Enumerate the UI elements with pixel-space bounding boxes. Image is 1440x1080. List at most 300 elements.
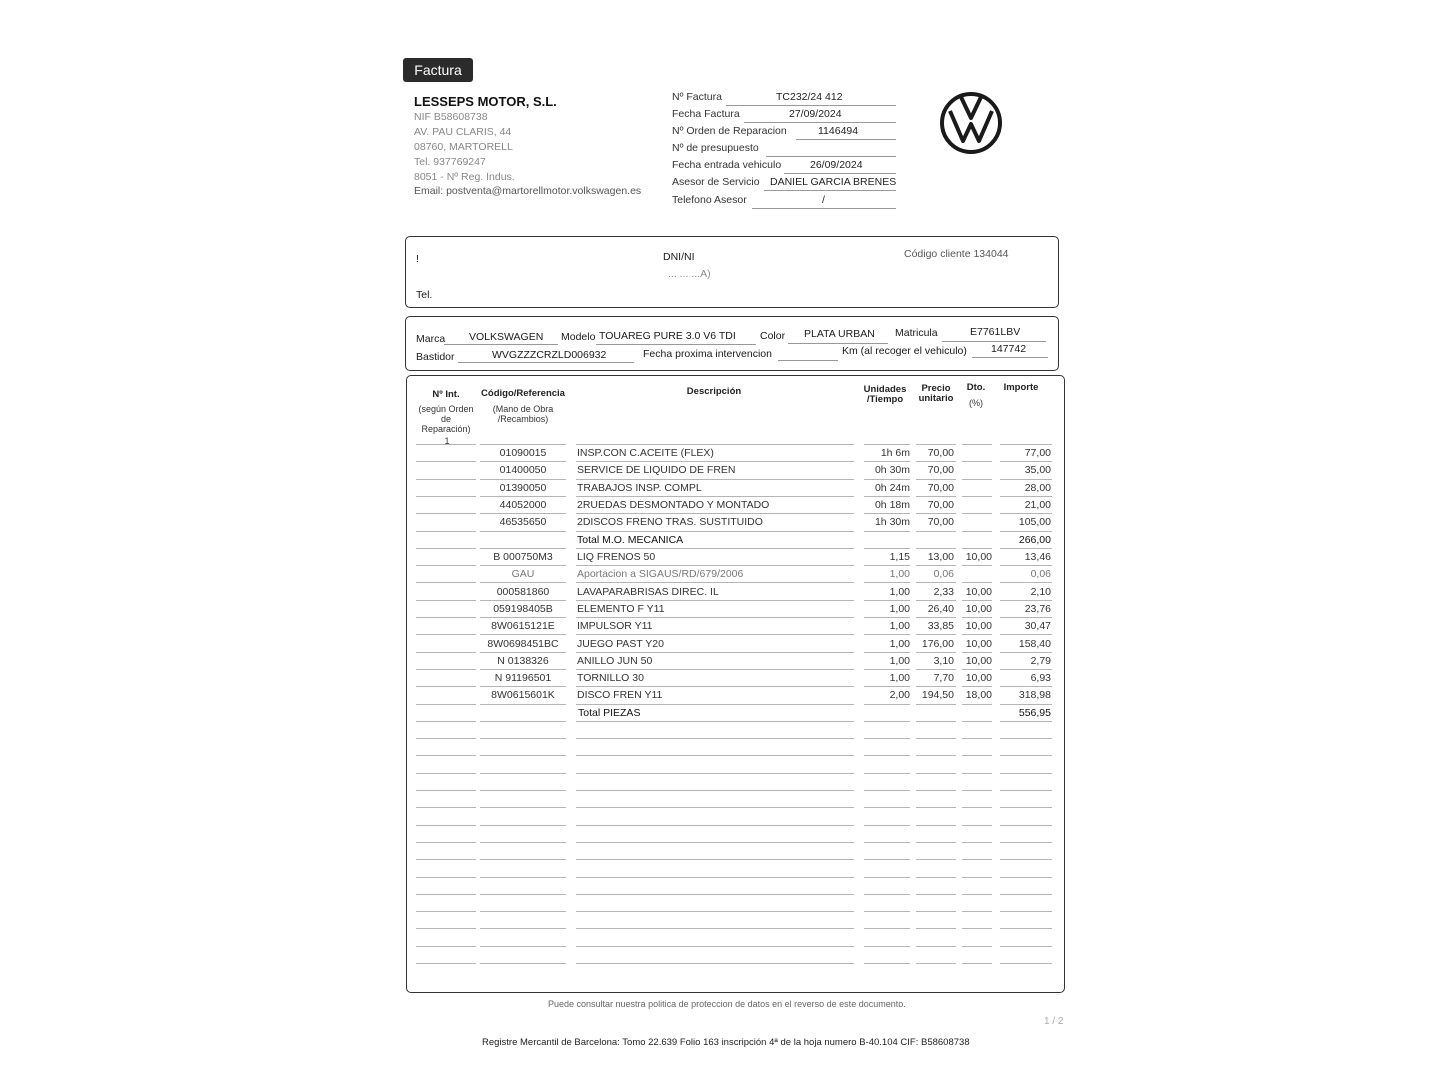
row-rule xyxy=(480,825,566,826)
item-amount: 2,79 xyxy=(1030,655,1051,667)
row-rule xyxy=(962,531,992,532)
privacy-note: Puede consultar nuestra politica de proteccion de datos en el reverso de este documento. xyxy=(548,999,906,1009)
row-rule xyxy=(864,721,910,722)
row-rule xyxy=(480,548,566,549)
row-rule xyxy=(962,738,992,739)
company-registry: 8051 - Nº Reg. Indus. xyxy=(414,171,515,183)
row-rule xyxy=(416,513,476,514)
row-rule xyxy=(416,479,476,480)
row-rule xyxy=(576,755,854,756)
item-description: ELEMENTO F Y11 xyxy=(577,603,665,615)
row-rule xyxy=(916,704,956,705)
row-rule xyxy=(416,582,476,583)
mileage-value: 147742 xyxy=(991,343,1027,355)
row-rule xyxy=(1000,600,1052,601)
row-rule xyxy=(480,911,566,912)
row-rule xyxy=(416,600,476,601)
row-rule xyxy=(480,444,566,445)
item-amount: 30,47 xyxy=(1024,620,1051,632)
row-rule xyxy=(916,496,956,497)
header-discount-sub: (%) xyxy=(969,398,983,408)
brand-label: Marca xyxy=(416,333,446,345)
repair-order-value: 1146494 xyxy=(818,125,859,137)
row-rule xyxy=(962,790,992,791)
row-rule xyxy=(864,669,910,670)
row-rule xyxy=(480,963,566,964)
row-rule xyxy=(916,946,956,947)
row-rule xyxy=(416,963,476,964)
item-discount: 18,00 xyxy=(965,689,992,701)
row-rule xyxy=(864,790,910,791)
item-amount: 77,00 xyxy=(1024,447,1051,459)
repair-order-label: Nº Orden de Reparacion xyxy=(672,125,787,137)
item-code: 000581860 xyxy=(496,586,550,598)
row-rule xyxy=(864,894,910,895)
row-rule xyxy=(576,669,854,670)
item-description: INSP.CON C.ACEITE (FLEX) xyxy=(577,447,714,459)
row-rule xyxy=(916,894,956,895)
item-units: 0h 18m xyxy=(874,499,910,511)
item-units: 2,00 xyxy=(889,689,910,701)
row-rule xyxy=(864,652,910,653)
row-rule xyxy=(962,807,992,808)
row-rule xyxy=(480,479,566,480)
invoice-number-row xyxy=(672,91,896,106)
brand-value: VOLKSWAGEN xyxy=(469,331,544,343)
row-rule xyxy=(962,617,992,618)
client-code: Código cliente 134044 xyxy=(904,248,1009,260)
next-service-label: Fecha proxima intervencion xyxy=(643,348,772,360)
client-dni-label: DNI/NI xyxy=(663,251,695,263)
item-discount: 10,00 xyxy=(965,603,992,615)
row-rule xyxy=(962,686,992,687)
row-rule xyxy=(1000,721,1052,722)
row-rule xyxy=(576,773,854,774)
item-units: 1,00 xyxy=(889,568,910,580)
row-rule xyxy=(1000,444,1052,445)
row-rule xyxy=(916,790,956,791)
page-number: 1 / 2 xyxy=(1044,1016,1064,1027)
item-description: Aportacion a SIGAUS/RD/679/2006 xyxy=(577,568,744,580)
row-rule xyxy=(480,738,566,739)
row-rule xyxy=(576,738,854,739)
row-rule xyxy=(480,513,566,514)
row-rule xyxy=(864,877,910,878)
row-rule xyxy=(1000,565,1052,566)
row-rule xyxy=(962,479,992,480)
row-rule xyxy=(480,807,566,808)
row-rule xyxy=(864,496,910,497)
row-rule xyxy=(864,911,910,912)
item-amount: 318,98 xyxy=(1018,689,1051,701)
item-units: 1,15 xyxy=(889,551,910,563)
row-rule xyxy=(480,946,566,947)
row-rule xyxy=(962,859,992,860)
row-rule xyxy=(962,773,992,774)
invoice-number-value: TC232/24 412 xyxy=(776,91,843,103)
row-rule xyxy=(576,790,854,791)
row-rule xyxy=(480,721,566,722)
item-code: GAU xyxy=(511,568,535,580)
color-value: PLATA URBAN xyxy=(804,328,875,340)
row-rule xyxy=(480,790,566,791)
row-rule xyxy=(1000,755,1052,756)
row-rule xyxy=(576,479,854,480)
entry-date-row xyxy=(672,159,896,174)
row-rule xyxy=(480,600,566,601)
row-rule xyxy=(864,928,910,929)
row-rule xyxy=(416,704,476,705)
item-amount: 35,00 xyxy=(1024,464,1051,476)
row-rule xyxy=(1000,582,1052,583)
client-dni-value: ... ... ...A) xyxy=(668,268,711,280)
row-rule xyxy=(480,894,566,895)
row-rule xyxy=(480,877,566,878)
row-rule xyxy=(916,807,956,808)
row-rule xyxy=(962,704,992,705)
advisor-phone-label: Telefono Asesor xyxy=(672,194,747,206)
item-unit-price: 13,00 xyxy=(927,551,954,563)
row-rule xyxy=(480,928,566,929)
row-rule xyxy=(916,565,956,566)
invoice-date-value: 27/09/2024 xyxy=(789,108,842,120)
row-rule xyxy=(416,877,476,878)
entry-date-label: Fecha entrada vehiculo xyxy=(672,159,782,171)
row-rule xyxy=(416,928,476,929)
row-rule xyxy=(962,513,992,514)
item-unit-price: 70,00 xyxy=(927,482,954,494)
row-rule xyxy=(864,773,910,774)
row-rule xyxy=(916,842,956,843)
parts-total-label: Total PIEZAS xyxy=(578,707,641,719)
labour-total-value: 266,00 xyxy=(1018,534,1051,546)
row-rule xyxy=(962,928,992,929)
row-rule xyxy=(416,565,476,566)
item-amount: 21,00 xyxy=(1024,499,1051,511)
row-rule xyxy=(962,652,992,653)
row-rule xyxy=(962,461,992,462)
item-unit-price: 26,40 xyxy=(927,603,954,615)
row-rule xyxy=(1000,842,1052,843)
row-rule xyxy=(962,877,992,878)
row-rule xyxy=(864,946,910,947)
row-rule xyxy=(1000,704,1052,705)
row-rule xyxy=(916,513,956,514)
budget-row xyxy=(672,142,896,157)
row-rule xyxy=(864,444,910,445)
item-amount: 0,06 xyxy=(1030,568,1051,580)
item-amount: 158,40 xyxy=(1018,638,1051,650)
row-rule xyxy=(416,652,476,653)
row-rule xyxy=(1000,738,1052,739)
plate-label: Matricula xyxy=(895,327,938,339)
row-rule xyxy=(864,461,910,462)
row-rule xyxy=(576,531,854,532)
row-rule xyxy=(1000,461,1052,462)
item-unit-price: 70,00 xyxy=(927,464,954,476)
chassis-value: WVGZZZCRZLD006932 xyxy=(492,349,607,361)
repair-order-row xyxy=(672,125,896,140)
row-rule xyxy=(1000,634,1052,635)
mileage-label: Km (al recoger el vehiculo) xyxy=(842,345,967,357)
budget-label: Nº de presupuesto xyxy=(672,142,759,154)
item-units: 1,00 xyxy=(889,638,910,650)
row-rule xyxy=(416,444,476,445)
row-rule xyxy=(416,721,476,722)
row-rule xyxy=(962,842,992,843)
row-rule xyxy=(416,859,476,860)
row-rule xyxy=(480,461,566,462)
row-rule xyxy=(962,548,992,549)
item-units: 1,00 xyxy=(889,603,910,615)
parts-total-value: 556,95 xyxy=(1018,707,1051,719)
row-rule xyxy=(576,946,854,947)
row-rule xyxy=(480,669,566,670)
header-units: Unidades /Tiempo xyxy=(863,384,907,405)
row-rule xyxy=(416,686,476,687)
item-description: 2DISCOS FRENO TRAS. SUSTITUIDO xyxy=(577,516,763,528)
item-units: 1,00 xyxy=(889,620,910,632)
row-rule xyxy=(916,479,956,480)
row-rule xyxy=(962,634,992,635)
model-value: TOUAREG PURE 3.0 V6 TDI xyxy=(599,330,736,342)
row-rule xyxy=(1000,859,1052,860)
row-rule xyxy=(416,669,476,670)
row-rule xyxy=(1000,669,1052,670)
row-rule xyxy=(864,531,910,532)
company-address: AV. PAU CLARIS, 44 xyxy=(414,126,512,138)
company-email: Email: postventa@martorellmotor.volkswagen.es xyxy=(414,185,642,197)
row-rule xyxy=(576,704,854,705)
row-rule xyxy=(864,600,910,601)
item-code: 8W0615121E xyxy=(491,620,555,632)
row-rule xyxy=(480,634,566,635)
header-internal-no-sub: (según Orden de Reparación) xyxy=(418,404,474,434)
row-rule xyxy=(1000,548,1052,549)
row-rule xyxy=(864,582,910,583)
item-discount: 10,00 xyxy=(965,551,992,563)
row-rule xyxy=(962,911,992,912)
row-rule xyxy=(576,807,854,808)
row-rule xyxy=(864,825,910,826)
item-unit-price: 33,85 xyxy=(927,620,954,632)
row-rule xyxy=(962,444,992,445)
item-description: LIQ FRENOS 50 xyxy=(577,551,656,563)
item-units: 1,00 xyxy=(889,655,910,667)
row-rule xyxy=(1000,911,1052,912)
row-rule xyxy=(916,617,956,618)
row-rule xyxy=(576,963,854,964)
invoice-number-label: Nº Factura xyxy=(672,91,722,103)
row-rule xyxy=(576,444,854,445)
row-rule xyxy=(416,911,476,912)
row-rule xyxy=(1000,652,1052,653)
item-units: 1h 30m xyxy=(874,516,910,528)
row-rule xyxy=(480,496,566,497)
row-rule xyxy=(576,877,854,878)
row-rule xyxy=(962,755,992,756)
company-name: LESSEPS MOTOR, S.L. xyxy=(414,94,557,109)
header-unit-price: Precio unitario xyxy=(918,383,954,404)
row-rule xyxy=(916,652,956,653)
row-rule xyxy=(864,963,910,964)
row-rule xyxy=(962,582,992,583)
item-code: N 0138326 xyxy=(497,655,549,667)
row-rule xyxy=(864,704,910,705)
labour-total-label: Total M.O. MECANICA xyxy=(577,534,684,546)
row-rule xyxy=(480,652,566,653)
item-amount: 28,00 xyxy=(1024,482,1051,494)
advisor-value: DANIEL GARCIA BRENES xyxy=(770,176,897,188)
item-unit-price: 0,06 xyxy=(933,568,954,580)
item-units: 0h 24m xyxy=(874,482,910,494)
item-code: 8W0698451BC xyxy=(487,638,559,650)
row-rule xyxy=(864,548,910,549)
row-rule xyxy=(916,859,956,860)
item-code: B 000750M3 xyxy=(493,551,553,563)
item-description: TORNILLO 30 xyxy=(577,672,644,684)
row-rule xyxy=(864,617,910,618)
row-rule xyxy=(864,479,910,480)
row-rule xyxy=(916,531,956,532)
header-discount: Dto. xyxy=(966,382,986,393)
row-rule xyxy=(864,842,910,843)
row-rule xyxy=(916,721,956,722)
row-rule xyxy=(416,617,476,618)
row-rule xyxy=(916,600,956,601)
item-unit-price: 70,00 xyxy=(927,447,954,459)
row-rule xyxy=(916,444,956,445)
row-rule xyxy=(962,946,992,947)
model-label: Modelo xyxy=(561,331,596,343)
row-rule xyxy=(576,894,854,895)
item-discount: 10,00 xyxy=(965,655,992,667)
row-rule xyxy=(416,531,476,532)
row-rule xyxy=(576,859,854,860)
row-rule xyxy=(416,634,476,635)
row-rule xyxy=(864,859,910,860)
row-rule xyxy=(416,894,476,895)
row-rule xyxy=(1000,686,1052,687)
header-internal-no: Nº Int. xyxy=(432,389,460,400)
row-rule xyxy=(576,513,854,514)
row-rule xyxy=(864,738,910,739)
item-code: 8W0615601K xyxy=(491,689,555,701)
chassis-label: Bastidor xyxy=(416,351,455,363)
row-rule xyxy=(864,565,910,566)
row-rule xyxy=(962,721,992,722)
document-type-tag: Factura xyxy=(403,58,473,82)
row-rule xyxy=(1000,877,1052,878)
registry-note: Registre Mercantil de Barcelona: Tomo 22.639 Folio 163 inscripción 4ª de la hoja numero B-40.104 CIF: B58608738 xyxy=(482,1037,970,1048)
row-rule xyxy=(962,669,992,670)
row-rule xyxy=(416,496,476,497)
row-rule xyxy=(962,825,992,826)
row-rule xyxy=(576,634,854,635)
row-rule xyxy=(1000,963,1052,964)
row-rule xyxy=(576,617,854,618)
row-rule xyxy=(576,842,854,843)
row-rule xyxy=(416,773,476,774)
row-rule xyxy=(1000,513,1052,514)
item-unit-price: 70,00 xyxy=(927,499,954,511)
row-rule xyxy=(416,548,476,549)
row-rule xyxy=(480,686,566,687)
item-discount: 10,00 xyxy=(965,672,992,684)
row-rule xyxy=(480,565,566,566)
item-units: 1,00 xyxy=(889,672,910,684)
row-rule xyxy=(480,755,566,756)
item-description: IMPULSOR Y11 xyxy=(577,620,653,632)
company-phone: Tel. 937769247 xyxy=(414,156,486,168)
row-rule xyxy=(1000,496,1052,497)
row-rule xyxy=(916,686,956,687)
row-rule xyxy=(916,548,956,549)
row-rule xyxy=(576,600,854,601)
row-rule xyxy=(1000,617,1052,618)
row-rule xyxy=(916,911,956,912)
row-rule xyxy=(416,807,476,808)
item-description: ANILLO JUN 50 xyxy=(577,655,653,667)
row-rule xyxy=(576,825,854,826)
item-code: 01400050 xyxy=(499,464,547,476)
row-rule xyxy=(1000,479,1052,480)
row-rule xyxy=(480,704,566,705)
item-code: 059198405B xyxy=(493,603,553,615)
row-rule xyxy=(916,634,956,635)
row-rule xyxy=(916,755,956,756)
row-rule xyxy=(916,738,956,739)
item-unit-price: 3,10 xyxy=(933,655,954,667)
row-rule xyxy=(864,807,910,808)
item-code: N 91196501 xyxy=(494,672,552,684)
advisor-label: Asesor de Servicio xyxy=(672,176,760,188)
internal-no-value: 1 xyxy=(444,436,450,446)
row-rule xyxy=(864,634,910,635)
row-rule xyxy=(1000,928,1052,929)
row-rule xyxy=(1000,531,1052,532)
item-discount: 10,00 xyxy=(965,586,992,598)
item-unit-price: 176,00 xyxy=(921,638,954,650)
row-rule xyxy=(576,686,854,687)
item-unit-price: 7,70 xyxy=(933,672,954,684)
advisor-row xyxy=(672,176,896,191)
company-city: 08760, MARTORELL xyxy=(414,141,513,153)
row-rule xyxy=(1000,946,1052,947)
row-rule xyxy=(916,773,956,774)
row-rule xyxy=(864,686,910,687)
row-rule xyxy=(480,582,566,583)
row-rule xyxy=(480,773,566,774)
client-name-mark: ! xyxy=(416,253,419,265)
item-amount: 23,76 xyxy=(1024,603,1051,615)
row-rule xyxy=(962,565,992,566)
row-rule xyxy=(576,548,854,549)
volkswagen-logo xyxy=(939,91,1003,155)
row-rule xyxy=(576,928,854,929)
row-rule xyxy=(416,738,476,739)
row-rule xyxy=(962,600,992,601)
row-rule xyxy=(962,496,992,497)
client-phone-label: Tel. xyxy=(416,289,433,301)
row-rule xyxy=(416,842,476,843)
item-units: 1h 6m xyxy=(880,447,910,459)
item-unit-price: 2,33 xyxy=(933,586,954,598)
advisor-phone-value: / xyxy=(822,194,825,206)
row-rule xyxy=(916,963,956,964)
item-description: TRABAJOS INSP. COMPL xyxy=(577,482,702,494)
item-unit-price: 194,50 xyxy=(921,689,954,701)
